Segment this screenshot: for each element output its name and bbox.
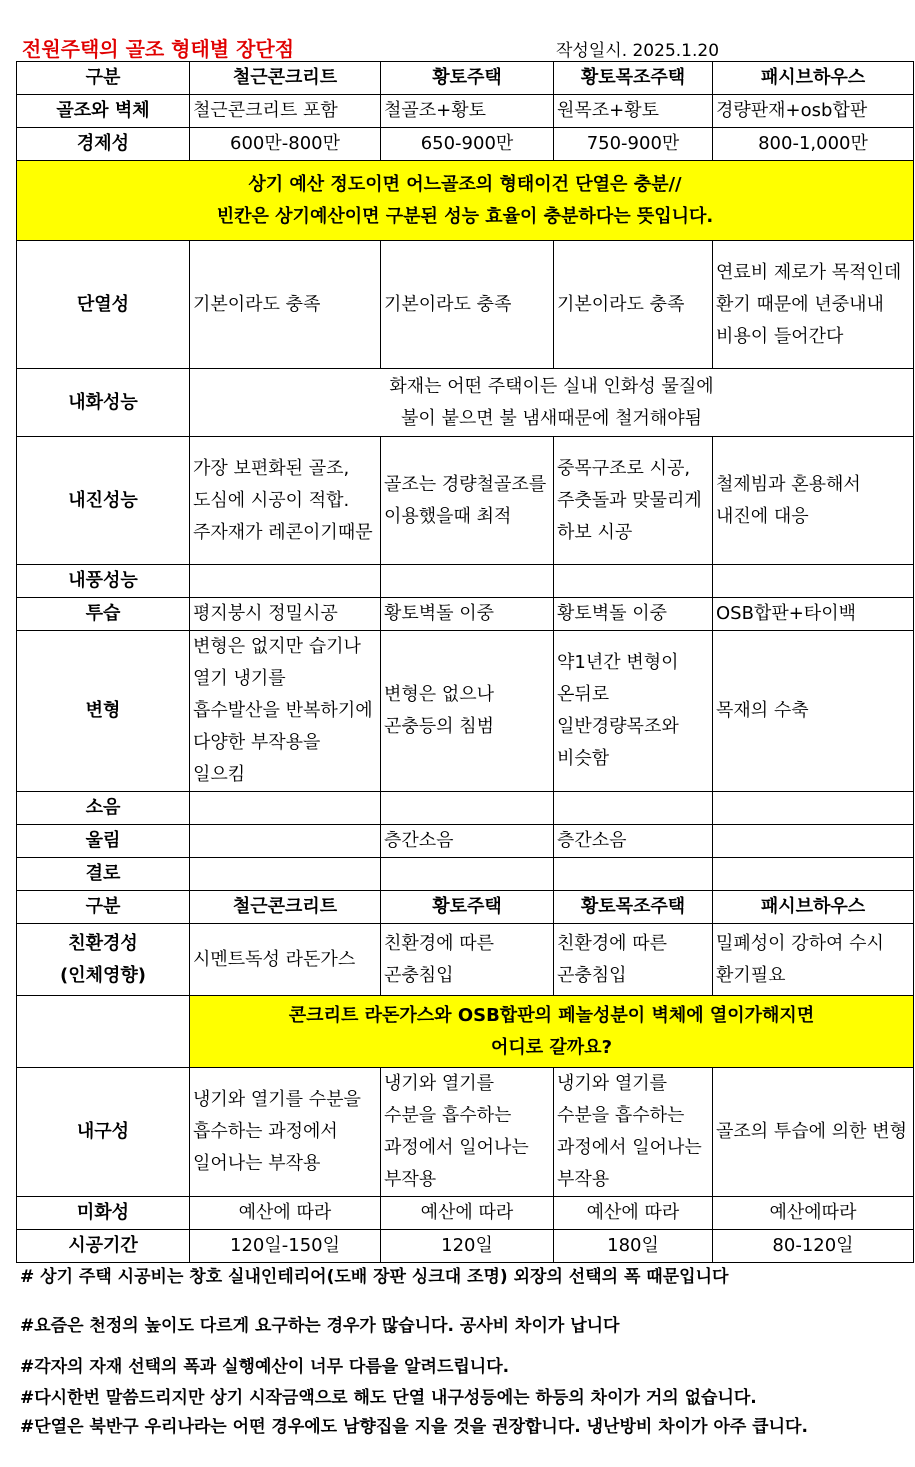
cell: 650-900만 — [381, 128, 554, 161]
cell: 층간소음 — [554, 825, 713, 858]
blank-cell — [17, 996, 190, 1068]
cell: 중목구조로 시공, 주춧돌과 맞물리게 하보 시공 — [554, 437, 713, 565]
cell: 예산에따라 — [713, 1197, 914, 1230]
cell: 800-1,000만 — [713, 128, 914, 161]
cell — [554, 858, 713, 891]
cell: 냉기와 열기를 수분을 흡수하는 과정에서 일어나는 부작용 — [190, 1068, 381, 1197]
cell: 약1년간 변형이 온뒤로 일반경량목조와 비슷함 — [554, 631, 713, 792]
fire-line: 불이 붙으면 불 냄새때문에 철거해야됨 — [400, 407, 703, 429]
cell: 시멘트독성 라돈가스 — [190, 924, 381, 996]
row-moisture — [17, 598, 914, 631]
cell: 180일 — [554, 1230, 713, 1263]
cell — [190, 565, 381, 598]
cell: 변형은 없으나 곤충등의 침범 — [381, 631, 554, 792]
cell: 목재의 수축 — [713, 631, 914, 792]
cell: 120일 — [381, 1230, 554, 1263]
cell: 원목조+황토 — [554, 95, 713, 128]
document-date: 작성일시. 2025.1.20 — [556, 41, 720, 61]
cell: 600만-800만 — [190, 128, 381, 161]
cell — [554, 565, 713, 598]
cell: 평지붕시 정밀시공 — [190, 598, 381, 631]
row-eco — [17, 924, 914, 996]
note-line: #각자의 자재 선택의 폭과 실행예산이 너무 다름을 알려드립니다. — [20, 1357, 510, 1377]
fire-line: 화재는 어떤 주택이든 실내 인화성 물질에 — [389, 375, 714, 397]
cell — [381, 792, 554, 825]
row-label: 변형 — [17, 631, 190, 792]
header-col-passive: 패시브하우스 — [713, 62, 914, 95]
cell: 냉기와 열기를 수분을 흡수하는 과정에서 일어나는 부작용 — [554, 1068, 713, 1197]
row-notice-budget — [17, 161, 914, 241]
row-notice-radon — [17, 996, 914, 1068]
cell: 철골조+황토 — [381, 95, 554, 128]
row-label: 결로 — [17, 858, 190, 891]
cell: 변형은 없지만 습기나 열기 냉기를 흡수발산을 반복하기에 다양한 부작용을 일으킴 — [190, 631, 381, 792]
header-row — [17, 62, 914, 95]
notice-line: 어디로 갈까요? — [490, 1036, 613, 1058]
cell: 층간소음 — [381, 825, 554, 858]
cell: 친환경에 따른 곤충침입 — [381, 924, 554, 996]
cell: 가장 보편화된 골조, 도심에 시공이 적합. 주자재가 레콘이기때문 — [190, 437, 381, 565]
cell — [190, 858, 381, 891]
comparison-table — [16, 61, 914, 1263]
cell: 예산에 따라 — [381, 1197, 554, 1230]
row-label: 내구성 — [17, 1068, 190, 1197]
row-label: 경제성 — [17, 128, 190, 161]
row-label: 친환경성 (인체영향) — [17, 924, 190, 996]
row-label: 시공기간 — [17, 1230, 190, 1263]
cell: 철근콘크리트 포함 — [190, 95, 381, 128]
cell: 골조는 경량철골조를 이용했을때 최적 — [381, 437, 554, 565]
row-label: 단열성 — [17, 241, 190, 369]
row-echo — [17, 825, 914, 858]
cell: 120일-150일 — [190, 1230, 381, 1263]
cell — [713, 858, 914, 891]
row-label: 소음 — [17, 792, 190, 825]
row-durability — [17, 1068, 914, 1197]
row-wind — [17, 565, 914, 598]
cell: 황토벽돌 이중 — [554, 598, 713, 631]
row-label: 내화성능 — [17, 369, 190, 437]
row-condensation — [17, 858, 914, 891]
header-col-clay-wood: 황토목조주택 — [554, 891, 713, 924]
notice-budget — [17, 161, 914, 241]
cell: 황토벽돌 이중 — [381, 598, 554, 631]
document-title: 전원주택의 골조 형태별 장단점 — [22, 37, 295, 61]
cell: 연료비 제로가 목적인데 환기 때문에 년중내내 비용이 들어간다 — [713, 241, 914, 369]
row-quake — [17, 437, 914, 565]
header-label: 구분 — [17, 891, 190, 924]
row-economy — [17, 128, 914, 161]
row-deform — [17, 631, 914, 792]
cell: 철제빔과 혼용해서 내진에 대응 — [713, 437, 914, 565]
cell: 냉기와 열기를 수분을 흡수하는 과정에서 일어나는 부작용 — [381, 1068, 554, 1197]
note-line: #다시한번 말씀드리지만 상기 시작금액으로 해도 단열 내구성등에는 하등의 차이가 거의 없습니다. — [20, 1388, 757, 1408]
cell: 골조의 투습에 의한 변형 — [713, 1068, 914, 1197]
note-line: # 상기 주택 시공비는 창호 실내인테리어(도배 장판 싱크대 조명) 외장의 선택의 폭 때문입니다 — [20, 1267, 729, 1287]
header-col-clay: 황토주택 — [381, 891, 554, 924]
cell: 기본이라도 충족 — [554, 241, 713, 369]
header-col-concrete: 철근콘크리트 — [190, 891, 381, 924]
row-beauty — [17, 1197, 914, 1230]
cell: 예산에 따라 — [554, 1197, 713, 1230]
header-col-passive: 패시브하우스 — [713, 891, 914, 924]
cell — [713, 825, 914, 858]
header-col-clay: 황토주택 — [381, 62, 554, 95]
cell: 친환경에 따른 곤충침입 — [554, 924, 713, 996]
header-label: 구분 — [17, 62, 190, 95]
note-line: #요즘은 천정의 높이도 다르게 요구하는 경우가 많습니다. 공사비 차이가 납니다 — [20, 1316, 620, 1336]
cell: 750-900만 — [554, 128, 713, 161]
row-label: 내풍성능 — [17, 565, 190, 598]
notice-radon — [190, 996, 914, 1068]
cell — [190, 792, 381, 825]
header-col-concrete: 철근콘크리트 — [190, 62, 381, 95]
row-label: 내진성능 — [17, 437, 190, 565]
row-fire — [17, 369, 914, 437]
row-insulation — [17, 241, 914, 369]
cell: 밀폐성이 강하여 수시 환기필요 — [713, 924, 914, 996]
cell — [190, 825, 381, 858]
row-frame — [17, 95, 914, 128]
cell: OSB합판+타이백 — [713, 598, 914, 631]
cell — [381, 565, 554, 598]
cell — [713, 565, 914, 598]
cell: 예산에 따라 — [190, 1197, 381, 1230]
row-noise — [17, 792, 914, 825]
cell: 80-120일 — [713, 1230, 914, 1263]
row-label: 미화성 — [17, 1197, 190, 1230]
cell: 경량판재+osb합판 — [713, 95, 914, 128]
header-row-repeat — [17, 891, 914, 924]
cell: 기본이라도 충족 — [381, 241, 554, 369]
notice-line: 빈칸은 상기예산이면 구분된 성능 효율이 충분하다는 뜻입니다. — [216, 205, 714, 227]
notice-line: 상기 예산 정도이면 어느골조의 형태이건 단열은 충분// — [248, 173, 682, 195]
row-period — [17, 1230, 914, 1263]
row-label: 울림 — [17, 825, 190, 858]
note-line: #단열은 북반구 우리나라는 어떤 경우에도 남향집을 지을 것을 권장합니다. 냉난방비 차이가 아주 큽니다. — [20, 1417, 808, 1437]
fire-merged-cell — [190, 369, 914, 437]
notice-line: 콘크리트 라돈가스와 OSB합판의 페놀성분이 벽체에 열이가해지면 — [288, 1004, 815, 1026]
header-col-clay-wood: 황토목조주택 — [554, 62, 713, 95]
cell — [713, 792, 914, 825]
row-label: 투습 — [17, 598, 190, 631]
row-label: 골조와 벽체 — [17, 95, 190, 128]
cell — [554, 792, 713, 825]
cell — [381, 858, 554, 891]
cell: 기본이라도 충족 — [190, 241, 381, 369]
